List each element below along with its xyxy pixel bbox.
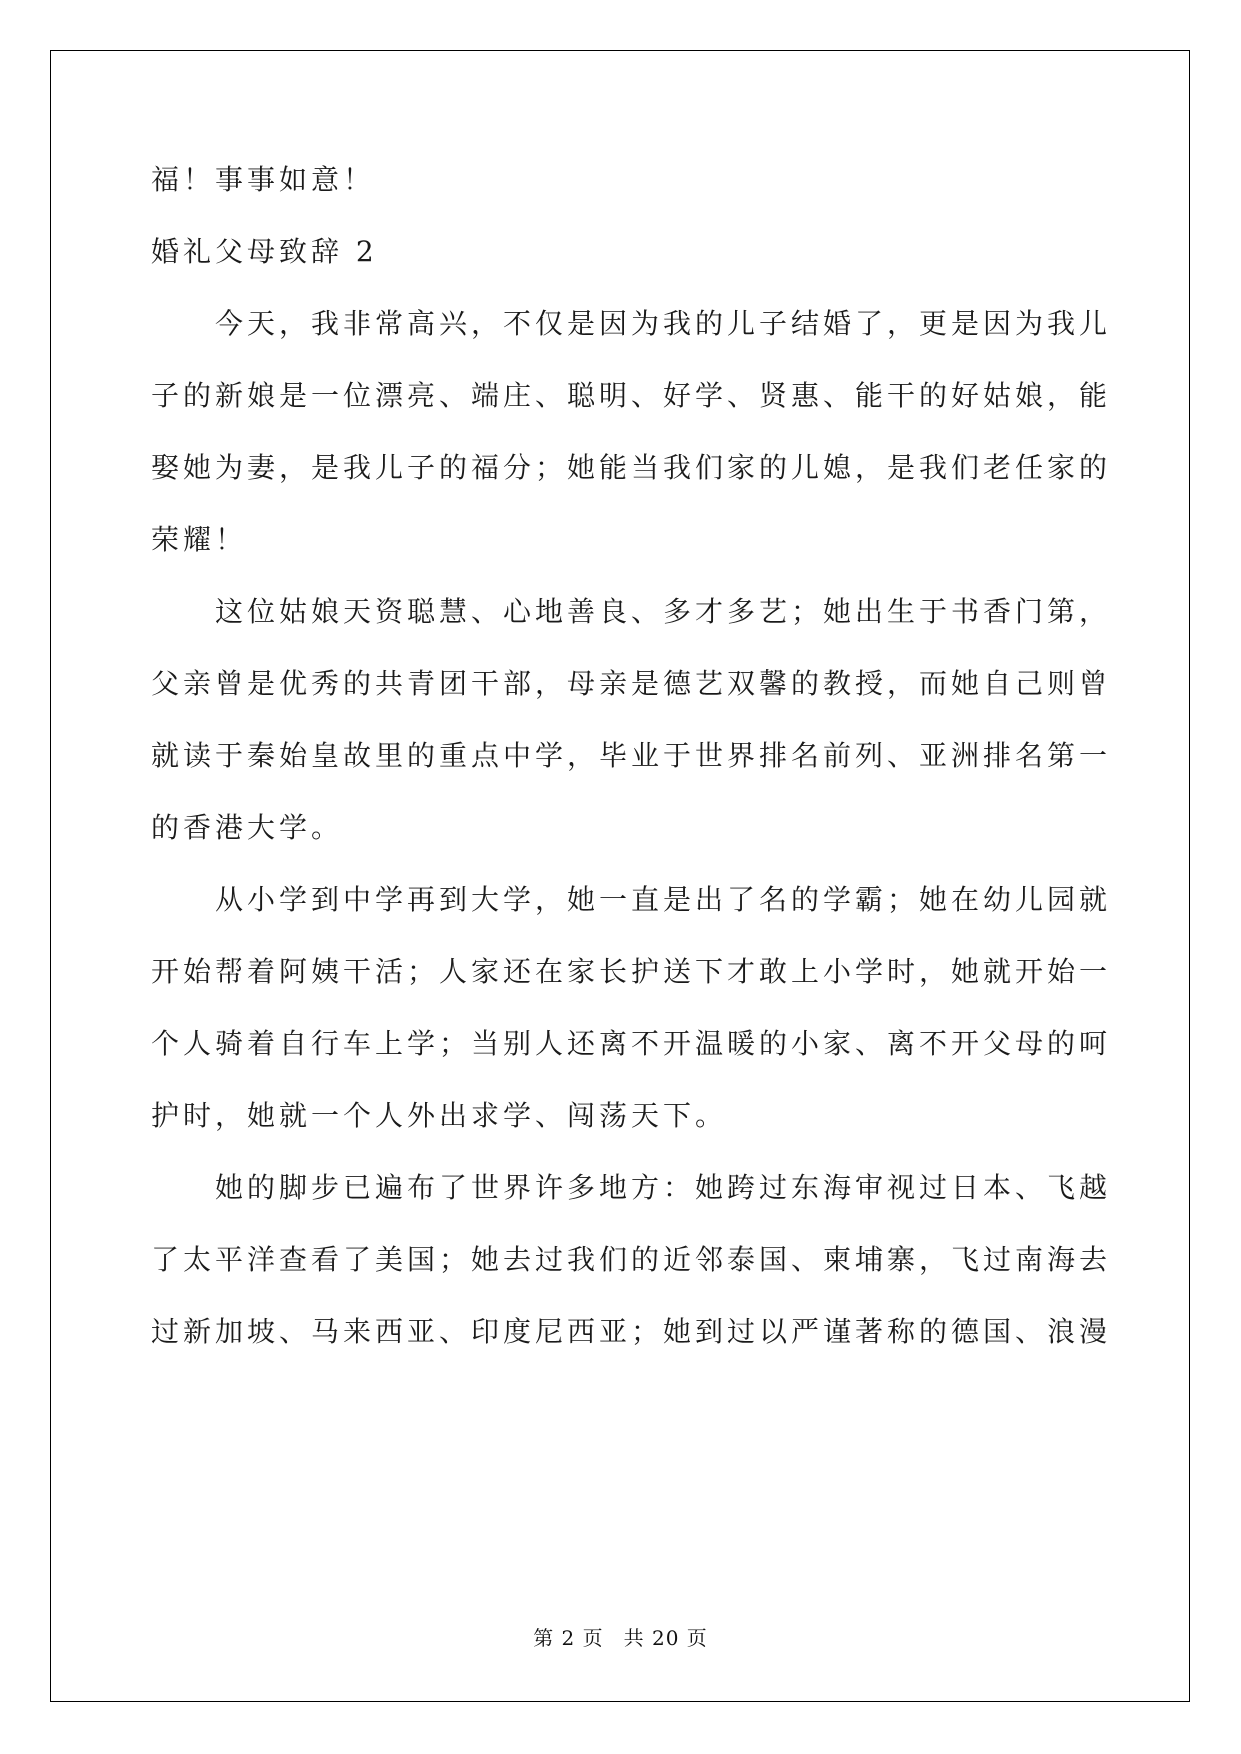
- text-line: 这位姑娘天资聪慧、心地善良、多才多艺；她出生于书香门第，: [215, 595, 1112, 628]
- page-number: 第 2 页: [533, 1626, 604, 1650]
- text-line: 从小学到中学再到大学，她一直是出了名的学霸；她在幼儿园就: [215, 883, 1112, 916]
- text-line: 开始帮着阿姨干活；人家还在家长护送下才敢上小学时，她就开始一: [151, 955, 1112, 988]
- text-line: 护时，她就一个人外出求学、闯荡天下。: [151, 1099, 728, 1132]
- document-body: [151, 158, 1112, 1382]
- text-line: 的香港大学。: [151, 811, 344, 844]
- text-line: 个人骑着自行车上学；当别人还离不开温暖的小家、离不开父母的呵: [151, 1027, 1112, 1060]
- text-line: 子的新娘是一位漂亮、端庄、聪明、好学、贤惠、能干的好姑娘，能: [151, 379, 1112, 412]
- text-line: 就读于秦始皇故里的重点中学，毕业于世界排名前列、亚洲排名第一: [151, 739, 1112, 772]
- text-line: 过新加坡、马来西亚、印度尼西亚；她到过以严谨著称的德国、浪漫: [151, 1315, 1112, 1348]
- text-line: 福！事事如意！: [151, 163, 376, 196]
- page-total: 共 20 页: [623, 1626, 708, 1650]
- text-line: 了太平洋查看了美国；她去过我们的近邻泰国、柬埔寨，飞过南海去: [151, 1243, 1112, 1276]
- section-heading: 婚礼父母致辞 2: [151, 235, 378, 268]
- text-line: 娶她为妻，是我儿子的福分；她能当我们家的儿媳，是我们老任家的: [151, 451, 1112, 484]
- text-line: 荣耀！: [151, 523, 248, 556]
- text-line: 今天，我非常高兴，不仅是因为我的儿子结婚了，更是因为我儿: [215, 307, 1112, 340]
- text-line: 父亲曾是优秀的共青团干部，母亲是德艺双馨的教授，而她自己则曾: [151, 667, 1112, 700]
- text-line: 她的脚步已遍布了世界许多地方：她跨过东海审视过日本、飞越: [215, 1171, 1112, 1204]
- page-footer: [0, 1622, 1241, 1651]
